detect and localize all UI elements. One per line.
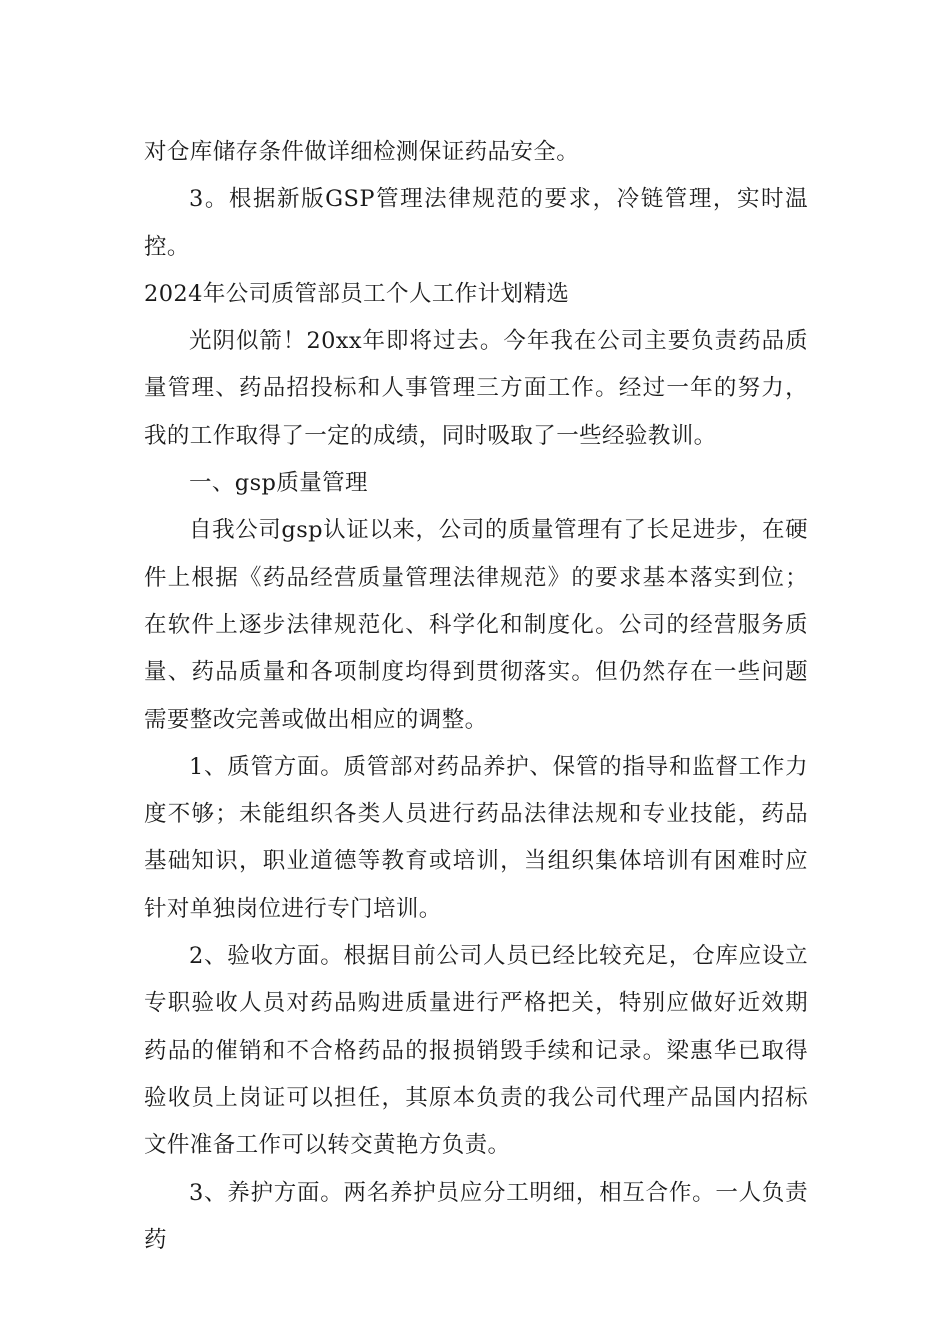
paragraph-storage-conditions: 对仓库储存条件做详细检测保证药品安全。: [144, 139, 580, 165]
paragraph-acceptance: 2、验收方面。根据目前公司人员已经比较充足，仓库应设立专职验收人员对药品购进质量进行严格把关，特别应做好近效期药品的催销和不合格药品的报损销毁手续和记录。梁惠华已取得验收员上岗证可以担任，其原本负责的我公司代理产品国内招标文件准备工作可以转交黄艳方负责。: [144, 943, 808, 1159]
document-body: [144, 129, 808, 1264]
paragraph-gsp-cold-chain: 3。根据新版GSP管理法律规范的要求，冷链管理，实时温控。: [144, 186, 808, 260]
paragraph-gsp-progress: 自我公司gsp认证以来，公司的质量管理有了长足进步，在硬件上根据《药品经营质量管理法律规范》的要求基本落实到位；在软件上逐步法律规范化、科学化和制度化。公司的经营服务质量、药品质量和各项制度均得到贯彻落实。但仍然存在一些问题需要整改完善或做出相应的调整。: [144, 517, 808, 733]
document-title: 2024年公司质管部员工个人工作计划精选: [144, 280, 570, 307]
section-heading-gsp: 一、gsp质量管理: [189, 470, 368, 497]
paragraph-maintenance: 3、养护方面。两名养护员应分工明细，相互合作。一人负责药: [144, 1179, 808, 1253]
paragraph-quality-management: 1、质管方面。质管部对药品养护、保管的指导和监督工作力度不够；未能组织各类人员进行药品法律法规和专业技能，药品基础知识，职业道德等教育或培训，当组织集体培训有困难时应针对单独岗位进行专门培训。: [144, 753, 808, 922]
paragraph-intro: 光阴似箭！20xx年即将过去。今年我在公司主要负责药品质量管理、药品招投标和人事管理三方面工作。经过一年的努力，我的工作取得了一定的成绩，同时吸取了一些经验教训。: [144, 328, 808, 449]
